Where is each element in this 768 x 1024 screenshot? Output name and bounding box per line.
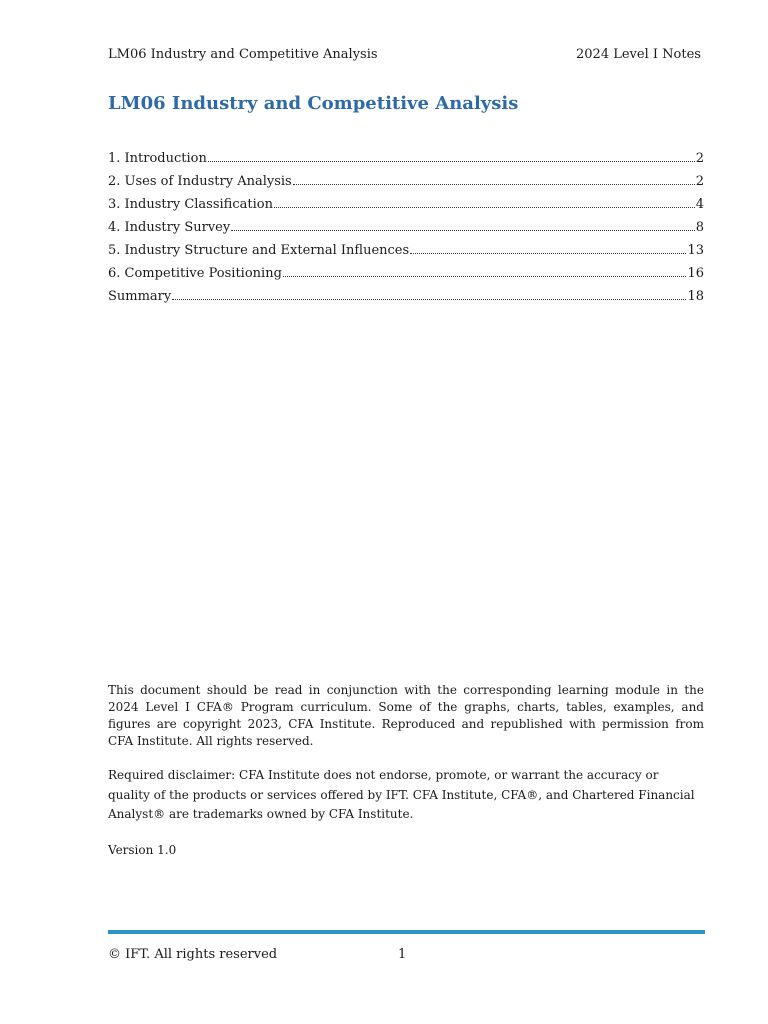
toc-entry-page: 13 xyxy=(687,243,704,258)
copyright-notice: This document should be read in conjunction with the corresponding learning module in the 2024 Level I CFA® Program curriculum. Some of the graphs, charts, tables, examples, and figures are copyright 2023, CFA Institute. Reproduced and republished with permission from CFA Institute. All rights reserved. xyxy=(108,683,704,748)
toc-entry[interactable] xyxy=(108,220,704,243)
footer-divider xyxy=(108,930,705,934)
toc-entry-page: 8 xyxy=(695,220,704,235)
toc-entry-label: Summary xyxy=(108,289,172,304)
toc-entry-page: 16 xyxy=(687,266,704,281)
table-of-contents xyxy=(108,151,704,312)
toc-entry-label: 2. Uses of Industry Analysis xyxy=(108,174,292,189)
toc-entry-label: 6. Competitive Positioning xyxy=(108,266,282,281)
toc-entry-page: 2 xyxy=(695,174,704,189)
document-title: LM06 Industry and Competitive Analysis xyxy=(108,93,519,114)
toc-entry-label: 3. Industry Classification xyxy=(108,197,273,212)
toc-dot-leader xyxy=(172,299,686,300)
toc-entry-label: 1. Introduction xyxy=(108,151,207,166)
toc-dot-leader xyxy=(293,184,695,185)
toc-entry-page: 4 xyxy=(695,197,704,212)
footer-page-number: 1 xyxy=(398,947,407,962)
toc-dot-leader xyxy=(231,230,695,231)
toc-entry-label: 5. Industry Structure and External Influences xyxy=(108,243,410,258)
toc-dot-leader xyxy=(274,207,695,208)
version-label: Version 1.0 xyxy=(108,843,177,857)
toc-entry-page: 18 xyxy=(687,289,704,304)
toc-dot-leader xyxy=(208,161,695,162)
toc-entry-label: 4. Industry Survey xyxy=(108,220,231,235)
toc-entry[interactable] xyxy=(108,197,704,220)
cfa-disclaimer: Required disclaimer: CFA Institute does not endorse, promote, or warrant the accuracy or quality of the products or services offered by IFT. CFA Institute, CFA®, and Chartered Financial Analyst® are trademarks owned by CFA Institute. xyxy=(108,768,695,821)
toc-entry[interactable] xyxy=(108,266,704,289)
toc-entry[interactable] xyxy=(108,289,704,312)
running-header-title: LM06 Industry and Competitive Analysis xyxy=(108,47,378,62)
running-header-level: 2024 Level I Notes xyxy=(576,47,701,62)
toc-dot-leader xyxy=(283,276,687,277)
toc-dot-leader xyxy=(410,253,686,254)
footer-copyright: © IFT. All rights reserved xyxy=(108,947,278,962)
toc-entry[interactable] xyxy=(108,151,704,174)
toc-entry[interactable] xyxy=(108,174,704,197)
toc-entry-page: 2 xyxy=(695,151,704,166)
toc-entry[interactable] xyxy=(108,243,704,266)
